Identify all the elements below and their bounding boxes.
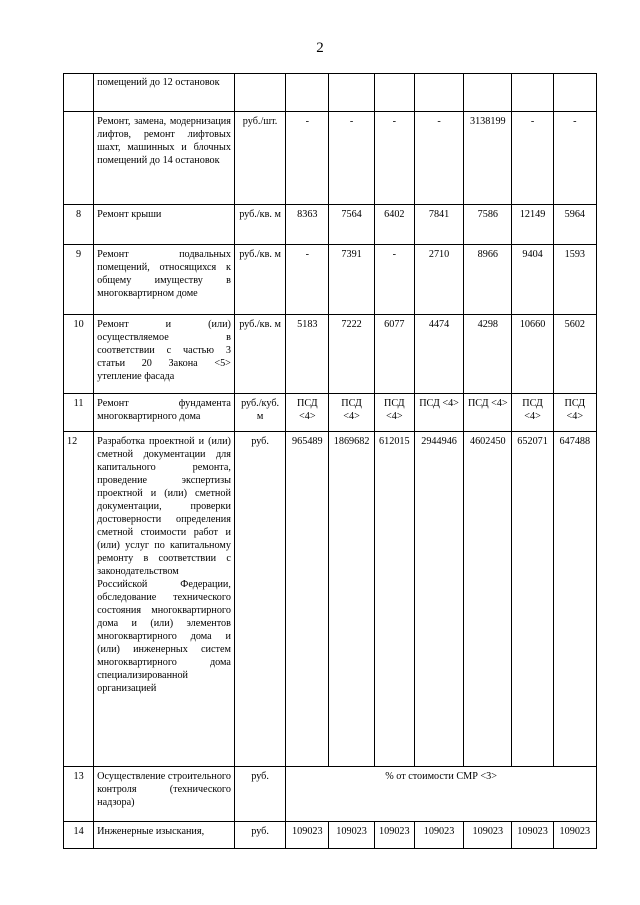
value-cell: ПСД <4> (553, 394, 596, 432)
unit: руб./кв. м (234, 245, 285, 315)
table-row (64, 245, 597, 315)
unit: руб./куб. м (234, 394, 285, 432)
row-number: 12 (64, 432, 94, 767)
value-cell: - (374, 112, 414, 205)
row-number (64, 74, 94, 112)
value-cell: 12149 (512, 205, 553, 245)
cost-table (63, 73, 597, 849)
work-name: Ремонт подвальных помещений, относящихся к общему имуществу в многоквартирном доме (94, 245, 235, 315)
value-cell: 8363 (286, 205, 329, 245)
value-cell: 109023 (512, 822, 553, 849)
value-cell: 5602 (553, 315, 596, 394)
row-number: 11 (64, 394, 94, 432)
value-cell: 109023 (464, 822, 512, 849)
value-cell: ПСД <4> (374, 394, 414, 432)
value-cell: 8966 (464, 245, 512, 315)
value-cell (374, 74, 414, 112)
unit (234, 74, 285, 112)
value-cell: 652071 (512, 432, 553, 767)
work-name: Ремонт крыши (94, 205, 235, 245)
value-cell: 5183 (286, 315, 329, 394)
unit: руб. (234, 432, 285, 767)
value-cell: 4602450 (464, 432, 512, 767)
table-row (64, 315, 597, 394)
value-cell (329, 74, 374, 112)
value-cell: ПСД <4> (414, 394, 463, 432)
value-cell: 7841 (414, 205, 463, 245)
value-cell: 2710 (414, 245, 463, 315)
value-cell: 109023 (374, 822, 414, 849)
value-cell: - (329, 112, 374, 205)
work-name: Ремонт, замена, модернизация лифтов, ремонт лифтовых шахт, машинных и блочных помещений до 14 остановок (94, 112, 235, 205)
value-cell: 9404 (512, 245, 553, 315)
value-cell: 7222 (329, 315, 374, 394)
table-row (64, 432, 597, 767)
table-row (64, 822, 597, 849)
value-cell: - (553, 112, 596, 205)
unit: руб. (234, 822, 285, 849)
value-cell: - (374, 245, 414, 315)
value-cell: - (286, 112, 329, 205)
value-cell: 612015 (374, 432, 414, 767)
value-cell: 2944946 (414, 432, 463, 767)
value-cell: ПСД <4> (329, 394, 374, 432)
unit: руб. (234, 767, 285, 822)
value-cell: ПСД <4> (464, 394, 512, 432)
value-cell: 7391 (329, 245, 374, 315)
page-number: 2 (316, 40, 324, 56)
value-cell: ПСД <4> (286, 394, 329, 432)
value-cell: 6402 (374, 205, 414, 245)
work-name: Ремонт и (или) осуществляемое в соответствии с частью 3 статьи 20 Закона <5> утепление фасада (94, 315, 235, 394)
unit: руб./кв. м (234, 205, 285, 245)
value-cell: 965489 (286, 432, 329, 767)
value-cell: ПСД <4> (512, 394, 553, 432)
value-cell: 6077 (374, 315, 414, 394)
value-cell: 10660 (512, 315, 553, 394)
work-name: Инженерные изыскания, (94, 822, 235, 849)
work-name: Осуществление строительного контроля (технического надзора) (94, 767, 235, 822)
value-cell (464, 74, 512, 112)
work-name: помещений до 12 остановок (94, 74, 235, 112)
row-number: 13 (64, 767, 94, 822)
value-cell (414, 74, 463, 112)
value-cell: - (512, 112, 553, 205)
value-cell: 1869682 (329, 432, 374, 767)
work-name: Ремонт фундамента многоквартирного дома (94, 394, 235, 432)
value-cell: 4474 (414, 315, 463, 394)
value-cell: 1593 (553, 245, 596, 315)
row-number: 14 (64, 822, 94, 849)
work-name: Разработка проектной и (или) сметной документации для капитального ремонта, проведение экспертизы проектной и (или) сметной документации, проверки достоверности определения сметной стоимости работ и (или) услуг по капитальному ремонту в соответствии с законодательством Российской Федерации, обследование технического состояния многоквартирного дома и (или) элементов многоквартирного дома и (или) инженерных систем многоквартирного дома специализированной организацией (94, 432, 235, 767)
merged-value-cell: % от стоимости СМР <3> (286, 767, 597, 822)
value-cell: 7564 (329, 205, 374, 245)
value-cell: 5964 (553, 205, 596, 245)
value-cell (512, 74, 553, 112)
value-cell: 3138199 (464, 112, 512, 205)
row-number: 9 (64, 245, 94, 315)
row-number (64, 112, 94, 205)
value-cell: 109023 (553, 822, 596, 849)
unit: руб./кв. м (234, 315, 285, 394)
row-number: 10 (64, 315, 94, 394)
value-cell: 109023 (414, 822, 463, 849)
table-row (64, 394, 597, 432)
row-number: 8 (64, 205, 94, 245)
unit: руб./шт. (234, 112, 285, 205)
table-row (64, 205, 597, 245)
table-row (64, 767, 597, 822)
value-cell: 7586 (464, 205, 512, 245)
value-cell: 109023 (329, 822, 374, 849)
table-row (64, 74, 597, 112)
table-row (64, 112, 597, 205)
value-cell: - (286, 245, 329, 315)
value-cell: 109023 (286, 822, 329, 849)
value-cell: - (414, 112, 463, 205)
value-cell: 4298 (464, 315, 512, 394)
value-cell: 647488 (553, 432, 596, 767)
value-cell (286, 74, 329, 112)
value-cell (553, 74, 596, 112)
